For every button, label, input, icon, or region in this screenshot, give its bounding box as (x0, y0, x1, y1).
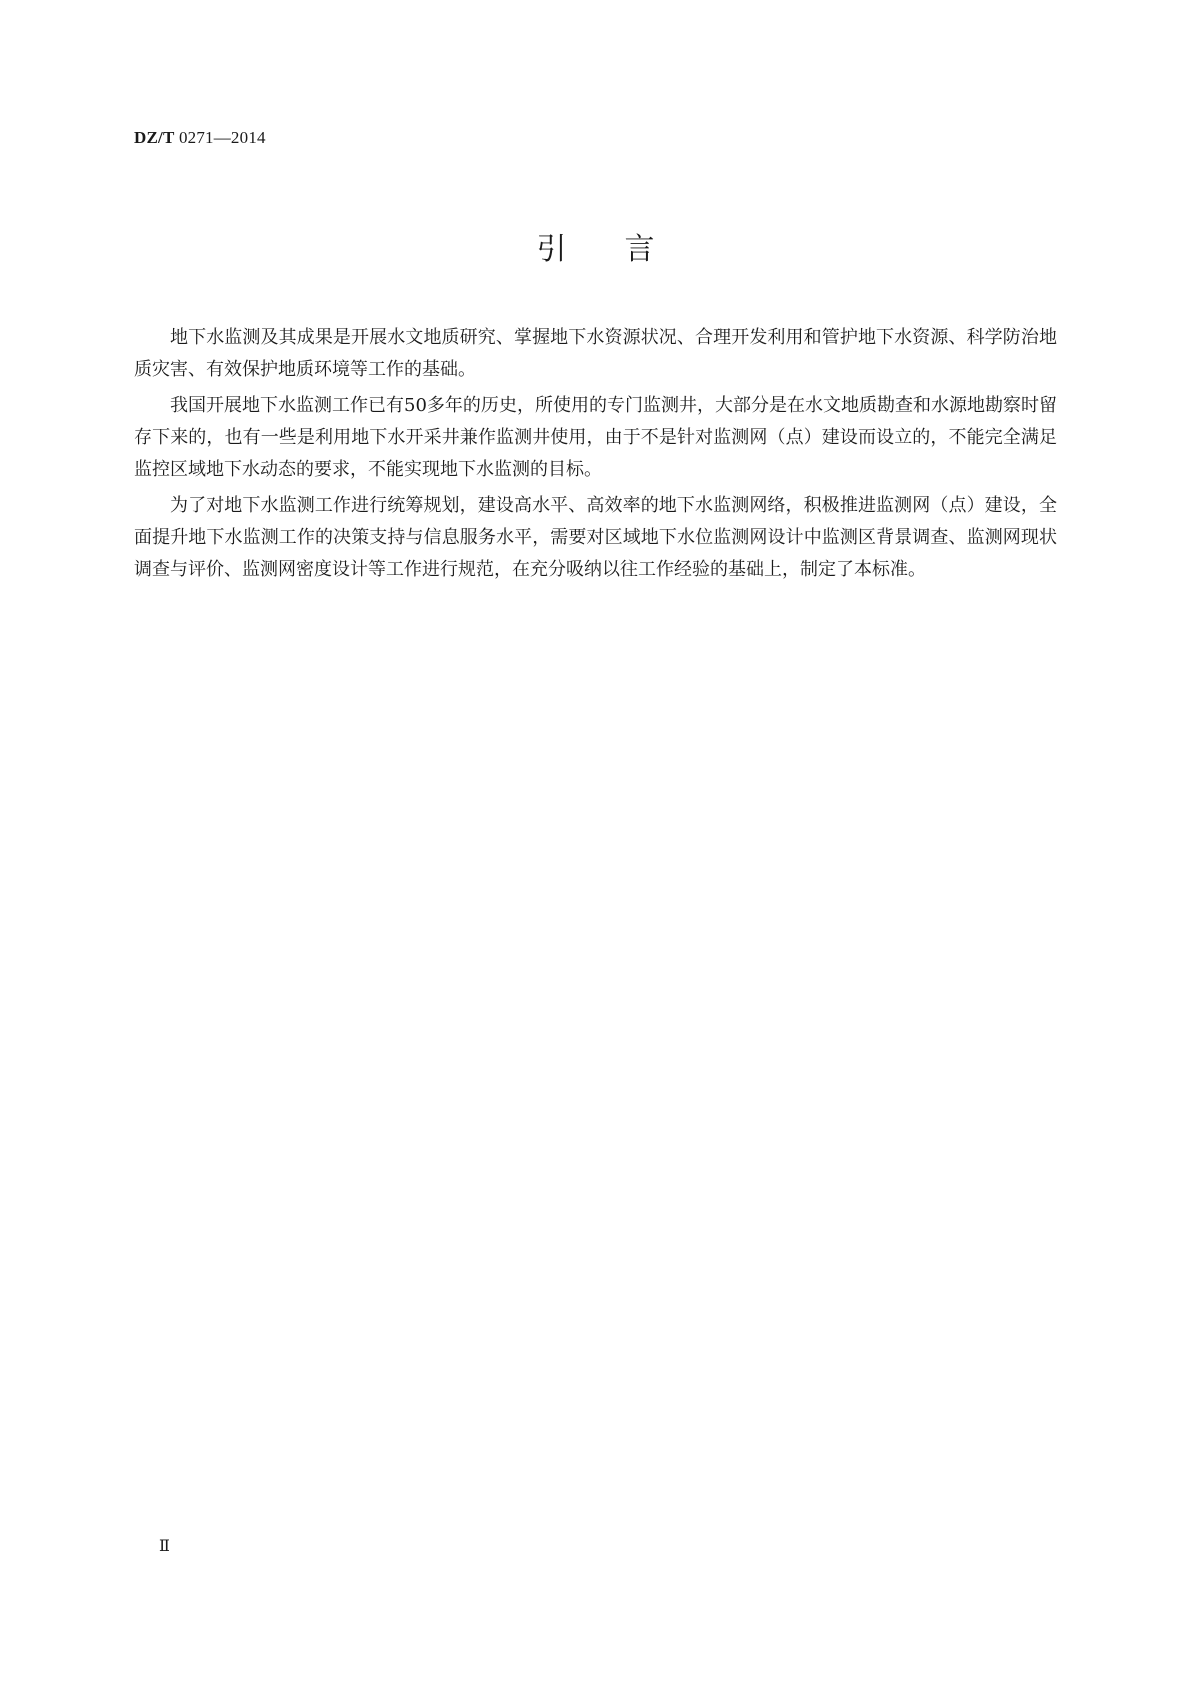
paragraph-3: 为了对地下水监测工作进行统筹规划，建设高水平、高效率的地下水监测网络，积极推进监测网（点）建设，全面提升地下水监测工作的决策支持与信息服务水平，需要对区域地下水位监测网设计中监测区背景调查、监测网现状调查与评价、监测网密度设计等工作进行规范，在充分吸纳以往工作经验的基础上，制定了本标准。 (134, 495, 1057, 580)
standard-prefix: DZ/T (134, 128, 175, 147)
standard-number: 0271—2014 (178, 128, 266, 147)
standard-code (134, 128, 266, 148)
body-text (134, 322, 1057, 590)
page-title: 引言 (536, 232, 713, 267)
page-number: Ⅱ (159, 1538, 170, 1555)
paragraph-1: 地下水监测及其成果是开展水文地质研究、掌握地下水资源状况、合理开发利用和管护地下水资源、科学防治地质灾害、有效保护地质环境等工作的基础。 (134, 327, 1057, 380)
paragraph-2: 我国开展地下水监测工作已有50多年的历史，所使用的专门监测井，大部分是在水文地质勘查和水源地勘察时留存下来的，也有一些是利用地下水开采井兼作监测井使用，由于不是针对监测网（点）建设而设立的，不能完全满足监控区域地下水动态的要求，不能实现地下水监测的目标。 (134, 395, 1057, 480)
